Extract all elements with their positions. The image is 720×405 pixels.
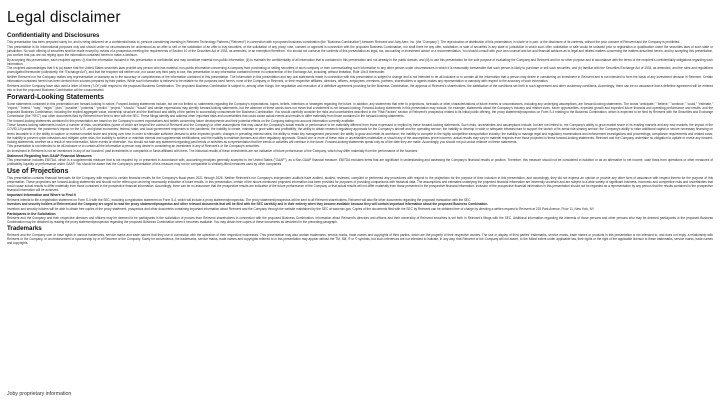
section-heading-confidentiality: Confidentiality and Disclosures <box>7 32 100 39</box>
paragraph: Investors and security holders will be able to obtain free copies of the proxy statement, prospectus and other documents containing important information about Reinvent and the Company through the website maintained by the SEC at www.sec.gov. Copies of the documents filed with the SEC by Reinvent can be obtained free of charge by directing a written request to Reinvent at 215 Park Avenue, Floor 11, New York, NY. <box>7 206 595 211</box>
paragraph: This presentation contains financial forecasts for the Company with respect to certain financial results for the Company's fiscal years 2021 through 2026. Neither Reinvent's nor Company's independent auditors have audited, studied, reviewed, compiled or performed any procedures with respect to the projections for the purpose of their inclusion in this presentation, and accordingly, they did not express an opinion or provide any other form of assurance with respect thereto for the purpose of this presentation. These projections are forward-looking statements and should not be relied upon as being necessarily indicative of future results. In this presentation, certain of the above-mentioned projected information has been provided for purposes of providing comparisons with historical data. The assumptions and estimates underlying the projected financial information are inherently uncertain and are subject to a wide variety of significant business, economic and competitive risks and uncertainties that could cause actual results to differ materially from those contained in the prospective financial information. Accordingly, there can be no assurance that the prospective results are indicative of the future performance of the Company or that actual results will not differ materially from those presented in the prospective financial information. Inclusion of the prospective financial information in this presentation should not be regarded as a representation by any person that the results contained in the prospective financial information will be achieved. <box>7 176 713 193</box>
paragraph: Reinvent and the Company own or have rights to various trademarks, service marks and trade names that they use in connection with the operation of their respective businesses. This presentation may also contain trademarks, service marks, trade names and copyrights of third parties, which are the property of their respective owners. The use or display of third parties' trademarks, service marks, trade names or products in this presentation is not intended to, and does not imply, a relationship with Reinvent or the Company, or an endorsement or sponsorship by or of Reinvent or the Company. Solely for convenience, the trademarks, service marks, trade names and copyrights referred to in this presentation may appear without the TM, SM, ® or © symbols, but such references are not intended to indicate, in any way, that Reinvent or the Company will not assert, to the fullest extent under applicable law, their rights or the right of the applicable licensor to these trademarks, service marks, trade names and copyrights. <box>7 232 713 246</box>
paragraph: Reinvent intends to file a registration statement on Form S-4 with the SEC, including a registration statement on Form S-4, which will include a proxy statement/prospectus. The proxy statement/prospectus will be sent to all Reinvent shareholders. Reinvent will also file other documents regarding the proposed transaction with the SEC. <box>7 197 472 202</box>
paragraph: An investment in Reinvent is not an investment in any of our founders' past investments or companies or funds affiliated with them. The historical results of these investments are not indicative of future performance of the Company, which may differ materially from the performance of the founders. <box>7 149 419 154</box>
footer-text: Joby proprietary information <box>7 391 72 397</box>
paragraph: Reinvent and the Company and their respective directors and officers may be deemed to be participants in the solicitation of proxies from Reinvent shareholders in connection with the proposed Business Combination. Information about Reinvent's directors and officers and their ownership of Reinvent securities is set forth in Reinvent's filings with the SEC. Additional information regarding the interests of those persons and other persons who may be deemed participants in the proposed Business Combination may be obtained by reading the proxy statement/prospectus regarding the proposed Business Combination when it becomes available. You may obtain free copies of these documents as described in the preceding paragraph. <box>7 216 713 225</box>
section-heading-participants: Participants in the Solicitation <box>7 211 56 216</box>
paragraph: This presentation is not intended to be all-inclusive or to contain all the information a person may desire in considering an investment in any of Reinvent's or the Company's securities. <box>7 144 260 149</box>
paragraph: The forward-looking statements contained in this presentation are based on the Company's current expectations and beliefs concerning future developments and their potential effects on the Company taking into account information currently available. <box>7 118 355 123</box>
section-heading-forward-looking: Forward-Looking Statements <box>7 93 104 101</box>
paragraph: Neither Reinvent nor the Company makes any representation or warranty as to the accuracy or completeness of the information contained in this presentation. The information in this presentation and any oral statements made in connection with this presentation is subject to change and is not intended to be all-inclusive or to contain all the information that a person may desire in considering an investment in Reinvent and is not intended to form the basis of any investment decision in Reinvent. Certain information contained herein has been derived from sources prepared by third parties. While such information is believed to be reliable for the purposes used herein, none of the Company or Reinvent, or their respective affiliates, directors, officers, employees, members, partners, shareholders or agents makes any representation or warranty with respect to the accuracy of such information. <box>7 75 713 84</box>
paragraph: Some statements contained in this presentation are forward-looking in nature. Forward-looking statements include, but are not limited to, statements regarding the Company's expectations, hopes, beliefs, intentions or strategies regarding the future. In addition, any statements that refer to projections, forecasts or other characterizations of future events or circumstances, including any underlying assumptions, are forward-looking statements. The words "anticipate," "believe," "continue," "could," "estimate," "expect," "intend," "may," "might," "plan," "possible," "potential," "predict," "project," "should," "would" and similar expressions may identify forward-looking statements, but the absence of these words does not mean that a statement is not forward-looking. Forward-looking statements in this presentation may include, for example, statements about the Company's industry and market sizes, future opportunities, expected growth and expected future financial and operating performance and results, and the proposed Business Combination, including the implied aggregate value, ownership structure and the likelihood and ability of the parties to successfully consummate the Business Combination. You should carefully consider the risks and uncertainties described in the "Risk Factors" section of Reinvent's prospectus related to its initial public offering, the proxy statement/prospectus on Form S-4 relating to the Business Combination, which is expected to be filed by Reinvent with the Securities and Exchange Commission (the "SEC") and other documents filed by Reinvent from time to time with the SEC. These filings identify and address other important risks and uncertainties that could cause actual events and results to differ materially from those contained in the forward-looking statements. <box>7 101 713 118</box>
section-heading-projections: Use of Projections <box>7 168 69 176</box>
paragraph: This presentation has been prepared solely for, and is being delivered on a confidential basis to, persons considering investing in Reinvent Technology Partners ("Reinvent") in connection with a proposed business combination (the "Business Combination") between Reinvent and Joby Aero, Inc. (the "Company"). The reproduction or distribution of this presentation, in whole or in part, or the disclosure of its contents, without the prior consent of Reinvent and the Company is prohibited. <box>7 40 681 44</box>
paragraph: Reinvent and the Company have also used a letter of intent ("LOI") with respect to the proposed Business Combination. The proposed Business Combination is subject to, among other things, the negotiation and execution of a definitive agreement providing for the Business Combination, the approval of Reinvent's shareholders, the satisfaction of the conditions set forth in such agreement and other customary conditions. Accordingly, there can be no assurance that a definitive agreement will be entered into or that the proposed Business Combination will be consummated. <box>7 83 713 92</box>
paragraph: By accepting this presentation, each recipient agrees: (i) that the information included in this presentation is confidential and may constitute material non-public information, (ii) to maintain the confidentiality of all information that is contained in this presentation and not already in the public domain, and (iii) to use this presentation for the sole purpose of evaluating the Company and Reinvent and for no other purpose and in accordance with the terms of the recipient's confidentiality obligations regarding such information. <box>7 57 713 66</box>
page-title: Legal disclaimer <box>7 9 121 26</box>
section-heading-trademarks: Trademarks <box>7 224 42 232</box>
paragraph: The recipient acknowledges that it is (a) aware that the United States securities laws prohibit any person who has material, non-public information concerning a company from purchasing or selling securities of such company or from communicating such information to any other person under circumstances in which it is reasonably foreseeable that such person is likely to purchase or sell such securities, and (b) familiar with the Securities Exchange Act of 1934, as amended, and the rules and regulations promulgated thereunder (collectively, the "Exchange Act"), and that the recipient will neither use, nor cause any third party to use, this presentation or any information contained herein in contravention of the Exchange Act, including, without limitation, Rule 10b-5 thereunder. <box>7 66 713 75</box>
paragraph: This presentation includes EBITDA, which is a supplemental measure that is not required by, or presented in accordance with, accounting principles generally accepted in the United States ("GAAP"), as a Non-GAAP financial measure. EBITDA excludes items that are significant in understanding and assessing the Company's financial results or position. Therefore, this measure should not be considered in isolation or as an alternative to net income, cash flows from operations or other measures of profitability, liquidity or performance under GAAP. You should be aware that the Company's presentation of this measure may not be comparable to similarly-titled measures used by other companies. <box>7 158 713 167</box>
section-heading-non-gaap: Statement Regarding Non-GAAP Financial Measures <box>7 153 92 158</box>
paragraph-emphasis: Investors and security holders of Reinvent and the Company are urged to read the proxy statement/prospectus and other relevant documents that will be filed with the SEC carefully and in their entirety when they become available because they will contain important information about the proposed Business Combination. <box>7 202 489 207</box>
paragraph: These forward-looking statements involve a number of risks, uncertainties (some of which are beyond the control of Reinvent and the Company) or other assumptions that may cause the Company's actual results or performance to be materially different from those expressed or implied by these forward-looking statements. Such risks, uncertainties and assumptions include, but are not limited to, the Company's ability to grow market share in its existing markets and any new markets; the impact of the COVID-19 pandemic; the pandemic's impact on the U.S. and global economies; federal, state, and local government responses to the pandemic; the inability to create, maintain or grow sales and profitability; the ability to obtain research regulatory approvals for the Company's aircraft and the operating service; the inability to develop in wide or adequate infrastructure to support the launch of its aerial ride-sharing service; the Company's ability to raise additional capital or secure necessary financing on terms favorable to it; the ability to capture or maintain market share and pricing over time in order to stimulate sufficient demand to drive expected growth; changes in prevailing interest rates; the ability to retain key management personnel; the ability to grow and retain its workforce; the inability to compete in the highly competitive transportation industry; the inability to manage legal and regulatory examinations and enforcement investigations and proceedings; compliance requirements and related costs; the inability to prevent cyber-intrusions and mitigate cyber risks; the inability to achieve or maintain internal and supplemental certifications; and the inability to maintain licenses and other regulatory approvals. Should one or more of these risks or uncertainties materialize or should any of the assumptions prove incorrect, actual results may vary in material respects from those projected in these forward-looking statements. Reinvent and the Company undertake no obligation to update or revise any forward-looking statements, whether as a result of new information, future events or otherwise. You should not take any statement regarding past trends or activities as a representation that the trends or activities will continue in the future. Forward-looking statements speak only as of the date they are made. Accordingly, you should not put undue reliance on these statements. <box>7 123 713 144</box>
disclaimer-body <box>7 32 713 246</box>
paragraph: This presentation is for informational purposes only and should under no circumstances be understood as an offer to sell or the solicitation of an offer to buy securities, or the solicitation of any proxy, vote, consent or approval in connection with the proposed Business Combination, nor shall there be any offer, solicitation, or sale of securities in any state or jurisdiction in which such offer, solicitation or sale would be unlawful prior to registration or qualification under the securities laws of such state or jurisdiction. No such offering of securities shall be made except by means of a prospectus meeting the requirements of Section 10 of the Securities Act of 1933, as amended, or an exemption therefrom. You should not construe the contents of this presentation as legal, tax, accounting or investment advice or a recommendation. You should consult with your own counsel and tax and financial advisors as to legal and related matters concerning the matters described herein, and by accepting this presentation, you confirm that you are not relying upon the information contained herein to make a decision. <box>7 44 713 57</box>
section-heading-additional-info: Important Information and Where to Find It <box>7 193 76 198</box>
